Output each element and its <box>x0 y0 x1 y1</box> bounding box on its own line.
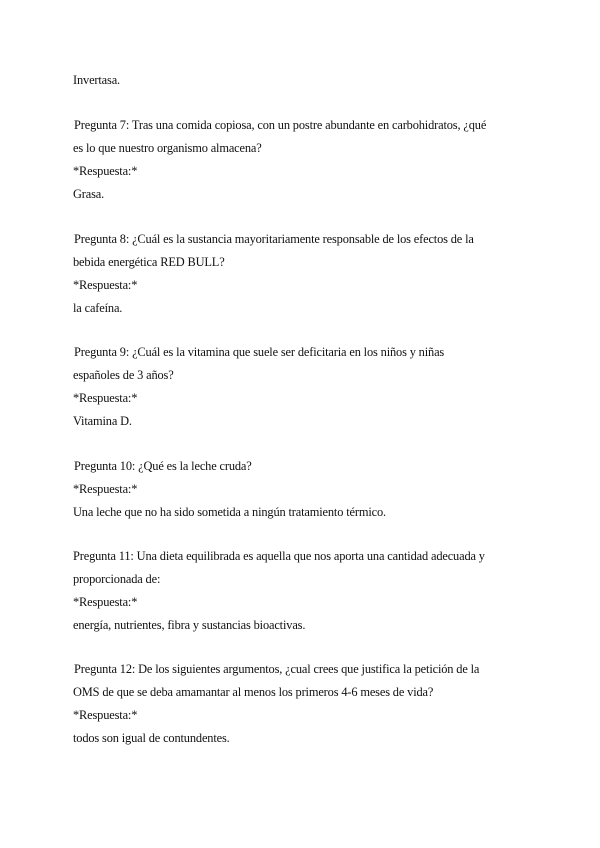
question-12-answer: todos son igual de contundentes. <box>73 731 230 745</box>
question-10-answer-label: *Respuesta:* <box>73 482 138 496</box>
question-8-title-line2: bebida energética RED BULL? <box>73 255 225 269</box>
question-7-answer: Grasa. <box>73 187 105 201</box>
question-11-title-line2: proporcionada de: <box>73 572 161 586</box>
question-11-answer-label: *Respuesta:* <box>73 595 138 609</box>
question-12-answer-label: *Respuesta:* <box>73 708 138 722</box>
intro-answer: Invertasa. <box>73 73 121 87</box>
question-12-title-line1: Pregunta 12: De los siguientes argumentos, ¿cual crees que justifica la petición de la <box>74 662 480 676</box>
question-7-title-line2: es lo que nuestro organismo almacena? <box>73 141 262 155</box>
question-11-answer: energía, nutrientes, fibra y sustancias bioactivas. <box>73 618 306 632</box>
question-10-title-line1: Pregunta 10: ¿Qué es la leche cruda? <box>74 459 252 473</box>
question-12-title-line2: OMS de que se deba amamantar al menos los primeros 4-6 meses de vida? <box>73 685 434 699</box>
question-9-title-line2: españoles de 3 años? <box>73 368 174 382</box>
question-9-answer-label: *Respuesta:* <box>73 391 138 405</box>
question-8-title-line1: Pregunta 8: ¿Cuál es la sustancia mayoritariamente responsable de los efectos de la <box>74 232 474 246</box>
question-10-answer: Una leche que no ha sido sometida a ningún tratamiento térmico. <box>73 505 386 519</box>
question-9-title-line1: Pregunta 9: ¿Cuál es la vitamina que suele ser deficitaria en los niños y niñas <box>74 345 445 359</box>
question-7-title-line1: Pregunta 7: Tras una comida copiosa, con un postre abundante en carbohidratos, ¿qué <box>74 118 487 132</box>
question-8-answer-label: *Respuesta:* <box>73 278 138 292</box>
question-9-answer: Vitamina D. <box>73 414 132 428</box>
question-8-answer: la cafeína. <box>73 301 123 315</box>
question-7-answer-label: *Respuesta:* <box>73 164 138 178</box>
question-11-title-line1: Pregunta 11: Una dieta equilibrada es aquella que nos aporta una cantidad adecuada y <box>73 549 485 563</box>
